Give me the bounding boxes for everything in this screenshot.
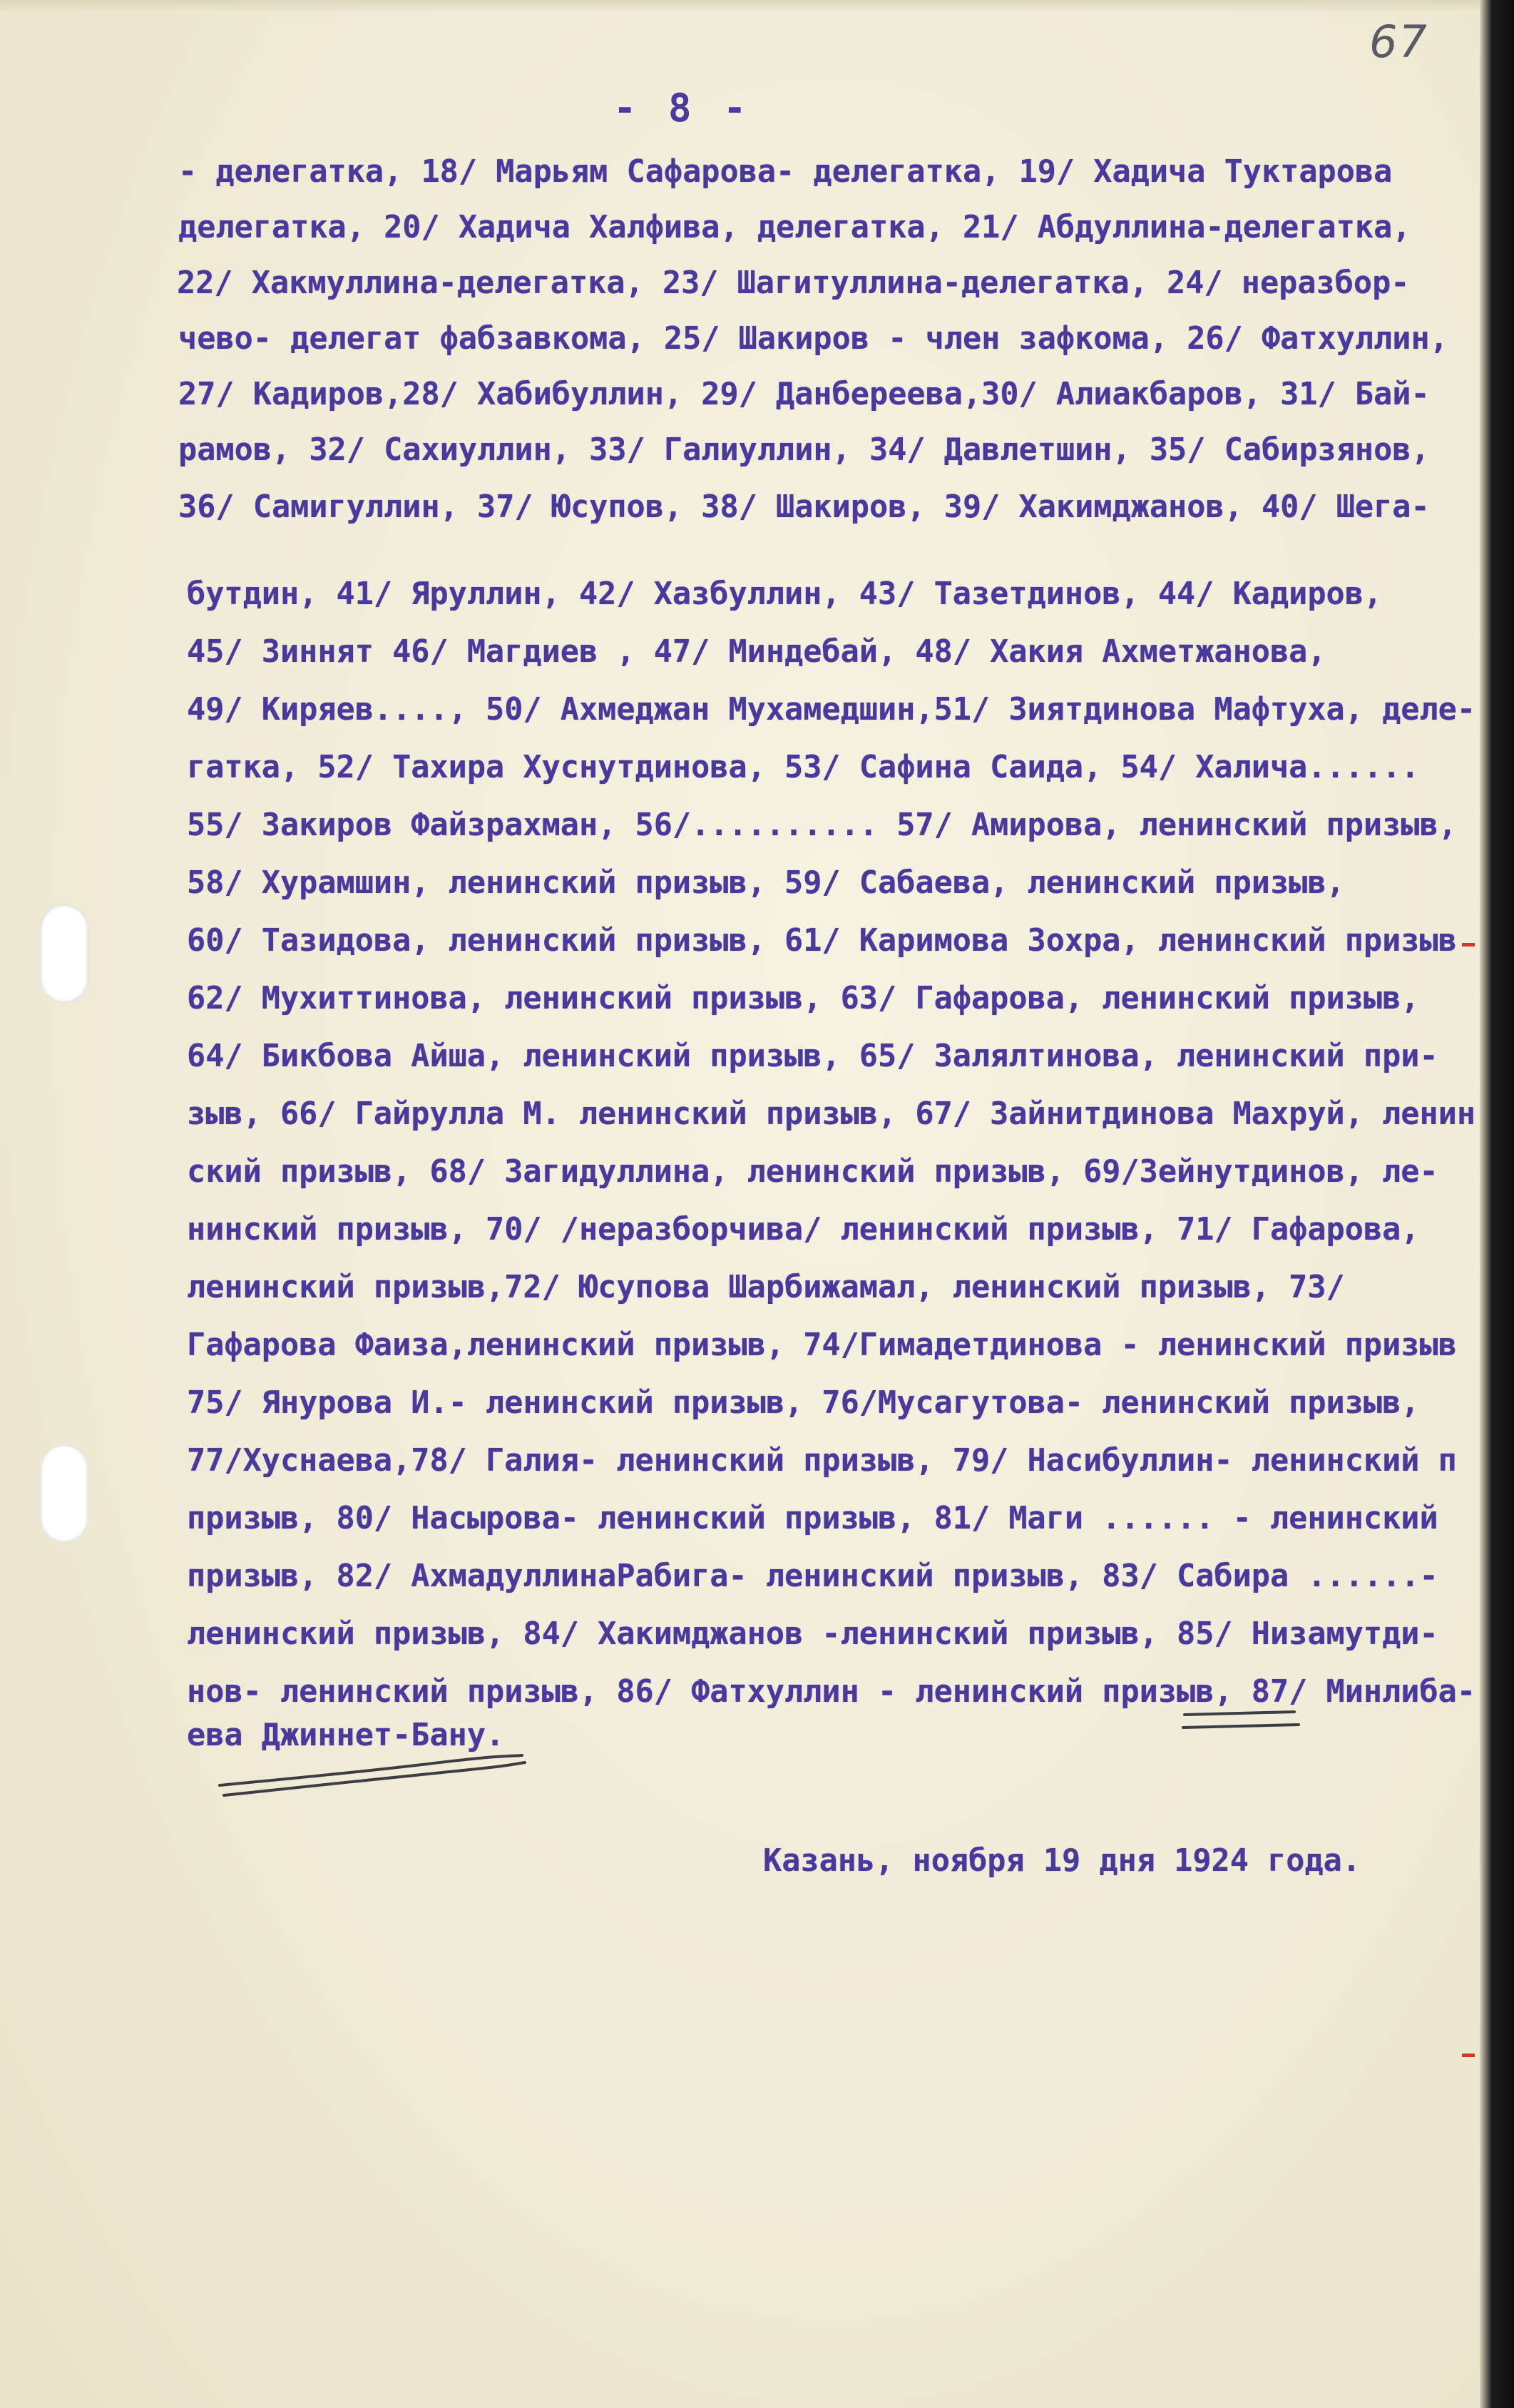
- text-line: ленинский призыв, 84/ Хакимджанов -ленинский призыв, 85/ Низамутди-: [187, 1616, 1438, 1652]
- page-number: - 8 -: [613, 86, 751, 131]
- margin-mark: [1462, 943, 1475, 947]
- place-and-date: Казань, ноября 19 дня 1924 года.: [763, 1843, 1361, 1879]
- text-line: 22/ Хакмуллина-делегатка, 23/ Шагитуллина-делегатка, 24/ неразбор-: [177, 265, 1410, 301]
- text-line: 58/ Хурамшин, ленинский призыв, 59/ Сабаева, ленинский призыв,: [187, 865, 1345, 901]
- punch-hole: [40, 1444, 88, 1543]
- text-line: 64/ Бикбова Айша, ленинский призыв, 65/ Залялтинова, ленинский при-: [187, 1039, 1438, 1074]
- text-line: призыв, 80/ Насырова- ленинский призыв, 81/ Маги ...... - ленинский: [187, 1501, 1438, 1536]
- text-line: 55/ Закиров Файзрахман, 56/.......... 57/ Амирова, ленинский призыв,: [187, 807, 1457, 843]
- text-line: рамов, 32/ Сахиуллин, 33/ Галиуллин, 34/ Давлетшин, 35/ Сабирзянов,: [178, 432, 1430, 468]
- text-line: Гафарова Фаиза,ленинский призыв, 74/Гимадетдинова - ленинский призыв: [187, 1327, 1457, 1363]
- text-line: нов- ленинский призыв, 86/ Фатхуллин - ленинский призыв, 87/ Минлиба-: [187, 1674, 1476, 1710]
- text-line: 36/ Самигуллин, 37/ Юсупов, 38/ Шакиров, 39/ Хакимджанов, 40/ Шега-: [178, 489, 1430, 525]
- text-line: нинский призыв, 70/ /неразборчива/ ленинский призыв, 71/ Гафарова,: [187, 1212, 1420, 1248]
- archive-folio-number: 67: [1369, 16, 1428, 68]
- text-line: ленинский призыв,72/ Юсупова Шарбижамал, ленинский призыв, 73/: [187, 1270, 1345, 1305]
- text-line: - делегатка, 18/ Марьям Сафарова- делегатка, 19/ Хадича Туктарова: [178, 154, 1393, 190]
- margin-mark: [1462, 2054, 1475, 2057]
- scan-edge: [1480, 0, 1514, 2408]
- text-line: 45/ Зиннят 46/ Магдиев , 47/ Миндебай, 48/ Хакия Ахметжанова,: [187, 634, 1326, 670]
- text-line: 62/ Мухиттинова, ленинский призыв, 63/ Гафарова, ленинский призыв,: [187, 981, 1420, 1016]
- text-line: зыв, 66/ Гайрулла М. ленинский призыв, 67/ Зайнитдинова Махруй, ленин: [187, 1096, 1476, 1132]
- text-line: ский призыв, 68/ Загидуллина, ленинский призыв, 69/Зейнутдинов, ле-: [187, 1154, 1438, 1190]
- text-line: 27/ Кадиров,28/ Хабибуллин, 29/ Данбереева,30/ Алиакбаров, 31/ Бай-: [178, 377, 1430, 412]
- text-line: ева Джиннет-Бану.: [187, 1718, 505, 1753]
- text-line: делегатка, 20/ Хадича Халфива, делегатка, 21/ Абдуллина-делегатка,: [178, 210, 1411, 245]
- text-line: 49/ Киряев...., 50/ Ахмеджан Мухамедшин,51/ Зиятдинова Мафтуха, деле-: [187, 692, 1476, 728]
- pencil-closing-mark: [214, 1751, 528, 1801]
- text-line: 77/Хуснаева,78/ Галия- ленинский призыв, 79/ Насибуллин- ленинский п: [187, 1443, 1457, 1479]
- paper-top-shadow: [0, 0, 1514, 13]
- text-line: 60/ Тазидова, ленинский призыв, 61/ Каримова Зохра, ленинский призыв: [187, 923, 1457, 959]
- text-line: 75/ Янурова И.- ленинский призыв, 76/Мусагутова- ленинский призыв,: [187, 1385, 1420, 1421]
- text-line: призыв, 82/ АхмадуллинаРабига- ленинский призыв, 83/ Сабира ......-: [187, 1558, 1438, 1594]
- text-line: бутдин, 41/ Яруллин, 42/ Хазбуллин, 43/ Тазетдинов, 44/ Кадиров,: [187, 576, 1383, 612]
- punch-hole: [40, 904, 88, 1003]
- text-line: чево- делегат фабзавкома, 25/ Шакиров - член зафкома, 26/ Фатхуллин,: [178, 321, 1448, 357]
- text-line: гатка, 52/ Тахира Хуснутдинова, 53/ Сафина Саида, 54/ Халича......: [187, 750, 1420, 785]
- pencil-underline-mark: [1180, 1706, 1301, 1735]
